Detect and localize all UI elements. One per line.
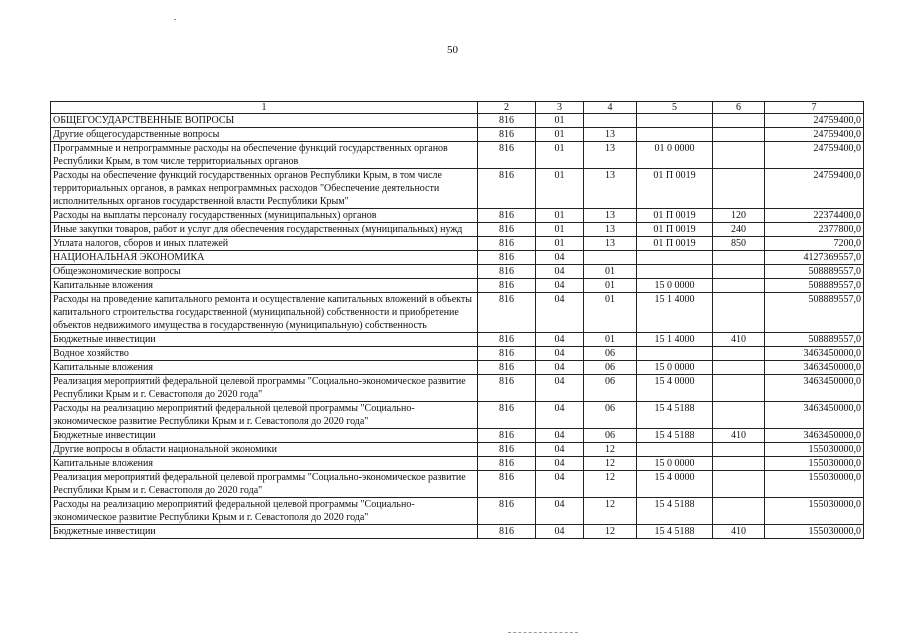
row-name-cell: ОБЩЕГОСУДАРСТВЕННЫЕ ВОПРОСЫ xyxy=(51,114,478,128)
row-csr-cell: 15 0 0000 xyxy=(637,279,713,293)
row-rz-cell: 04 xyxy=(536,443,584,457)
row-rz-cell: 04 xyxy=(536,265,584,279)
row-vr-cell xyxy=(713,142,765,169)
row-vr-cell xyxy=(713,279,765,293)
table-row xyxy=(51,128,864,142)
row-vr-cell xyxy=(713,361,765,375)
row-vr-cell xyxy=(713,471,765,498)
row-csr-cell: 15 4 0000 xyxy=(637,375,713,402)
row-rz-cell: 04 xyxy=(536,293,584,333)
table-row xyxy=(51,251,864,265)
row-name-cell: Реализация мероприятий федеральной целевой программы "Социально-экономическое развитие Республики Крым и г. Севастополя до 2020 года" xyxy=(51,471,478,498)
row-name-cell: Другие вопросы в области национальной экономики xyxy=(51,443,478,457)
row-vr-cell xyxy=(713,443,765,457)
row-vr-cell xyxy=(713,169,765,209)
row-amount-cell: 7200,0 xyxy=(765,237,864,251)
row-pr-cell: 13 xyxy=(584,223,637,237)
table-row xyxy=(51,333,864,347)
row-rz-cell: 01 xyxy=(536,237,584,251)
row-csr-cell: 01 П 0019 xyxy=(637,169,713,209)
row-csr-cell xyxy=(637,443,713,457)
row-pr-cell: 13 xyxy=(584,209,637,223)
row-amount-cell: 24759400,0 xyxy=(765,169,864,209)
row-pr-cell: 01 xyxy=(584,333,637,347)
row-pr-cell xyxy=(584,251,637,265)
page-number: 50 xyxy=(447,44,458,56)
row-glava-cell: 816 xyxy=(478,169,536,209)
row-glava-cell: 816 xyxy=(478,114,536,128)
row-csr-cell xyxy=(637,128,713,142)
row-vr-cell xyxy=(713,128,765,142)
row-vr-cell xyxy=(713,251,765,265)
row-csr-cell xyxy=(637,114,713,128)
row-glava-cell: 816 xyxy=(478,237,536,251)
row-vr-cell: 410 xyxy=(713,525,765,539)
table-row xyxy=(51,223,864,237)
row-amount-cell: 24759400,0 xyxy=(765,128,864,142)
row-amount-cell: 155030000,0 xyxy=(765,443,864,457)
table-row xyxy=(51,402,864,429)
row-pr-cell: 06 xyxy=(584,347,637,361)
row-name-cell: Капитальные вложения xyxy=(51,279,478,293)
row-pr-cell xyxy=(584,114,637,128)
row-amount-cell: 24759400,0 xyxy=(765,114,864,128)
row-csr-cell: 15 1 4000 xyxy=(637,333,713,347)
row-glava-cell: 816 xyxy=(478,429,536,443)
row-glava-cell: 816 xyxy=(478,471,536,498)
row-glava-cell: 816 xyxy=(478,279,536,293)
row-amount-cell: 3463450000,0 xyxy=(765,429,864,443)
scan-mark xyxy=(174,19,176,20)
row-pr-cell: 06 xyxy=(584,429,637,443)
row-rz-cell: 04 xyxy=(536,347,584,361)
row-glava-cell: 816 xyxy=(478,375,536,402)
row-glava-cell: 816 xyxy=(478,223,536,237)
table-row xyxy=(51,237,864,251)
row-rz-cell: 01 xyxy=(536,209,584,223)
row-vr-cell: 120 xyxy=(713,209,765,223)
row-vr-cell xyxy=(713,265,765,279)
row-glava-cell: 816 xyxy=(478,443,536,457)
row-name-cell: Программные и непрограммные расходы на обеспечение функций государственных органов Республики Крым, в том числе территориальных органов xyxy=(51,142,478,169)
row-amount-cell: 2377800,0 xyxy=(765,223,864,237)
table-row xyxy=(51,279,864,293)
row-vr-cell xyxy=(713,347,765,361)
header-col-3: 3 xyxy=(536,102,584,114)
row-glava-cell: 816 xyxy=(478,128,536,142)
row-csr-cell: 15 0 0000 xyxy=(637,361,713,375)
table-row xyxy=(51,498,864,525)
table-row xyxy=(51,457,864,471)
row-glava-cell: 816 xyxy=(478,251,536,265)
row-rz-cell: 04 xyxy=(536,279,584,293)
header-col-2: 2 xyxy=(478,102,536,114)
row-vr-cell: 850 xyxy=(713,237,765,251)
row-vr-cell xyxy=(713,402,765,429)
row-rz-cell: 04 xyxy=(536,525,584,539)
row-amount-cell: 155030000,0 xyxy=(765,457,864,471)
row-amount-cell: 24759400,0 xyxy=(765,142,864,169)
row-rz-cell: 01 xyxy=(536,142,584,169)
table-row xyxy=(51,265,864,279)
table-row xyxy=(51,169,864,209)
row-pr-cell: 01 xyxy=(584,293,637,333)
row-name-cell: Общеэкономические вопросы xyxy=(51,265,478,279)
table-row xyxy=(51,142,864,169)
row-name-cell: Капитальные вложения xyxy=(51,361,478,375)
row-name-cell: Уплата налогов, сборов и иных платежей xyxy=(51,237,478,251)
row-amount-cell: 22374400,0 xyxy=(765,209,864,223)
row-vr-cell xyxy=(713,457,765,471)
row-glava-cell: 816 xyxy=(478,347,536,361)
row-vr-cell xyxy=(713,498,765,525)
row-amount-cell: 508889557,0 xyxy=(765,333,864,347)
row-rz-cell: 04 xyxy=(536,498,584,525)
row-glava-cell: 816 xyxy=(478,209,536,223)
row-amount-cell: 508889557,0 xyxy=(765,293,864,333)
table-row xyxy=(51,375,864,402)
row-vr-cell xyxy=(713,114,765,128)
header-col-4: 4 xyxy=(584,102,637,114)
table-row xyxy=(51,293,864,333)
row-rz-cell: 01 xyxy=(536,223,584,237)
table-row xyxy=(51,429,864,443)
table-row xyxy=(51,471,864,498)
row-name-cell: Расходы на реализацию мероприятий федеральной целевой программы "Социально-экономическое развитие Республики Крым и г. Севастополя до 2020 года" xyxy=(51,498,478,525)
row-csr-cell: 15 4 5188 xyxy=(637,525,713,539)
row-amount-cell: 508889557,0 xyxy=(765,265,864,279)
row-name-cell: Иные закупки товаров, работ и услуг для обеспечения государственных (муниципальных) нужд xyxy=(51,223,478,237)
row-csr-cell: 15 4 5188 xyxy=(637,429,713,443)
row-rz-cell: 01 xyxy=(536,114,584,128)
table-row xyxy=(51,114,864,128)
header-col-1: 1 xyxy=(51,102,478,114)
row-name-cell: Другие общегосударственные вопросы xyxy=(51,128,478,142)
row-amount-cell: 155030000,0 xyxy=(765,471,864,498)
row-csr-cell: 15 0 0000 xyxy=(637,457,713,471)
row-pr-cell: 12 xyxy=(584,443,637,457)
row-amount-cell: 155030000,0 xyxy=(765,498,864,525)
row-csr-cell: 15 4 5188 xyxy=(637,402,713,429)
row-name-cell: Реализация мероприятий федеральной целевой программы "Социально-экономическое развитие Республики Крым и г. Севастополя до 2020 года" xyxy=(51,375,478,402)
row-vr-cell: 410 xyxy=(713,429,765,443)
row-name-cell: Капитальные вложения xyxy=(51,457,478,471)
row-pr-cell: 12 xyxy=(584,525,637,539)
row-rz-cell: 01 xyxy=(536,169,584,209)
row-name-cell: Расходы на обеспечение функций государственных органов Республики Крым, в том числе территориальных органов, в рамках непрограммных расходов "Обеспечение деятельности исполнительных органов государственной власти Республики Крым" xyxy=(51,169,478,209)
row-rz-cell: 04 xyxy=(536,333,584,347)
row-glava-cell: 816 xyxy=(478,525,536,539)
row-amount-cell: 3463450000,0 xyxy=(765,375,864,402)
row-pr-cell: 12 xyxy=(584,498,637,525)
table-row xyxy=(51,209,864,223)
row-glava-cell: 816 xyxy=(478,457,536,471)
table-row xyxy=(51,347,864,361)
table-row xyxy=(51,443,864,457)
scan-mark xyxy=(508,632,578,634)
row-csr-cell xyxy=(637,347,713,361)
row-rz-cell: 04 xyxy=(536,402,584,429)
row-name-cell: Водное хозяйство xyxy=(51,347,478,361)
row-rz-cell: 04 xyxy=(536,375,584,402)
row-csr-cell: 15 1 4000 xyxy=(637,293,713,333)
row-csr-cell xyxy=(637,265,713,279)
row-amount-cell: 4127369557,0 xyxy=(765,251,864,265)
row-pr-cell: 13 xyxy=(584,237,637,251)
row-vr-cell xyxy=(713,375,765,402)
row-vr-cell: 410 xyxy=(713,333,765,347)
row-name-cell: Бюджетные инвестиции xyxy=(51,333,478,347)
row-amount-cell: 3463450000,0 xyxy=(765,402,864,429)
row-rz-cell: 04 xyxy=(536,361,584,375)
row-name-cell: Расходы на проведение капитального ремонта и осуществление капитальных вложений в объекты капитального строительства государственной (муниципальной) собственности и приобретение объектов недвижимого имущества в государственную (муниципальную) собственность xyxy=(51,293,478,333)
row-csr-cell: 01 0 0000 xyxy=(637,142,713,169)
budget-table xyxy=(50,101,864,539)
row-rz-cell: 04 xyxy=(536,251,584,265)
row-glava-cell: 816 xyxy=(478,402,536,429)
row-vr-cell: 240 xyxy=(713,223,765,237)
row-csr-cell: 15 4 0000 xyxy=(637,471,713,498)
row-pr-cell: 13 xyxy=(584,142,637,169)
row-pr-cell: 06 xyxy=(584,375,637,402)
row-amount-cell: 155030000,0 xyxy=(765,525,864,539)
header-row xyxy=(51,102,864,114)
row-glava-cell: 816 xyxy=(478,265,536,279)
row-glava-cell: 816 xyxy=(478,293,536,333)
row-name-cell: Расходы на выплаты персоналу государственных (муниципальных) органов xyxy=(51,209,478,223)
row-csr-cell: 01 П 0019 xyxy=(637,223,713,237)
row-rz-cell: 04 xyxy=(536,457,584,471)
row-glava-cell: 816 xyxy=(478,361,536,375)
row-pr-cell: 13 xyxy=(584,169,637,209)
row-glava-cell: 816 xyxy=(478,333,536,347)
row-csr-cell: 15 4 5188 xyxy=(637,498,713,525)
row-amount-cell: 3463450000,0 xyxy=(765,361,864,375)
row-csr-cell: 01 П 0019 xyxy=(637,237,713,251)
row-rz-cell: 04 xyxy=(536,471,584,498)
row-vr-cell xyxy=(713,293,765,333)
row-pr-cell: 12 xyxy=(584,471,637,498)
header-col-5: 5 xyxy=(637,102,713,114)
table-row xyxy=(51,525,864,539)
row-glava-cell: 816 xyxy=(478,142,536,169)
header-col-6: 6 xyxy=(713,102,765,114)
row-name-cell: НАЦИОНАЛЬНАЯ ЭКОНОМИКА xyxy=(51,251,478,265)
row-pr-cell: 12 xyxy=(584,457,637,471)
row-pr-cell: 06 xyxy=(584,361,637,375)
row-glava-cell: 816 xyxy=(478,498,536,525)
row-rz-cell: 04 xyxy=(536,429,584,443)
row-rz-cell: 01 xyxy=(536,128,584,142)
row-pr-cell: 13 xyxy=(584,128,637,142)
row-pr-cell: 01 xyxy=(584,279,637,293)
row-name-cell: Расходы на реализацию мероприятий федеральной целевой программы "Социально-экономическое развитие Республики Крым и г. Севастополя до 2020 года" xyxy=(51,402,478,429)
row-pr-cell: 01 xyxy=(584,265,637,279)
row-amount-cell: 508889557,0 xyxy=(765,279,864,293)
row-name-cell: Бюджетные инвестиции xyxy=(51,525,478,539)
row-pr-cell: 06 xyxy=(584,402,637,429)
row-amount-cell: 3463450000,0 xyxy=(765,347,864,361)
row-csr-cell: 01 П 0019 xyxy=(637,209,713,223)
header-col-7: 7 xyxy=(765,102,864,114)
row-csr-cell xyxy=(637,251,713,265)
table-row xyxy=(51,361,864,375)
row-name-cell: Бюджетные инвестиции xyxy=(51,429,478,443)
